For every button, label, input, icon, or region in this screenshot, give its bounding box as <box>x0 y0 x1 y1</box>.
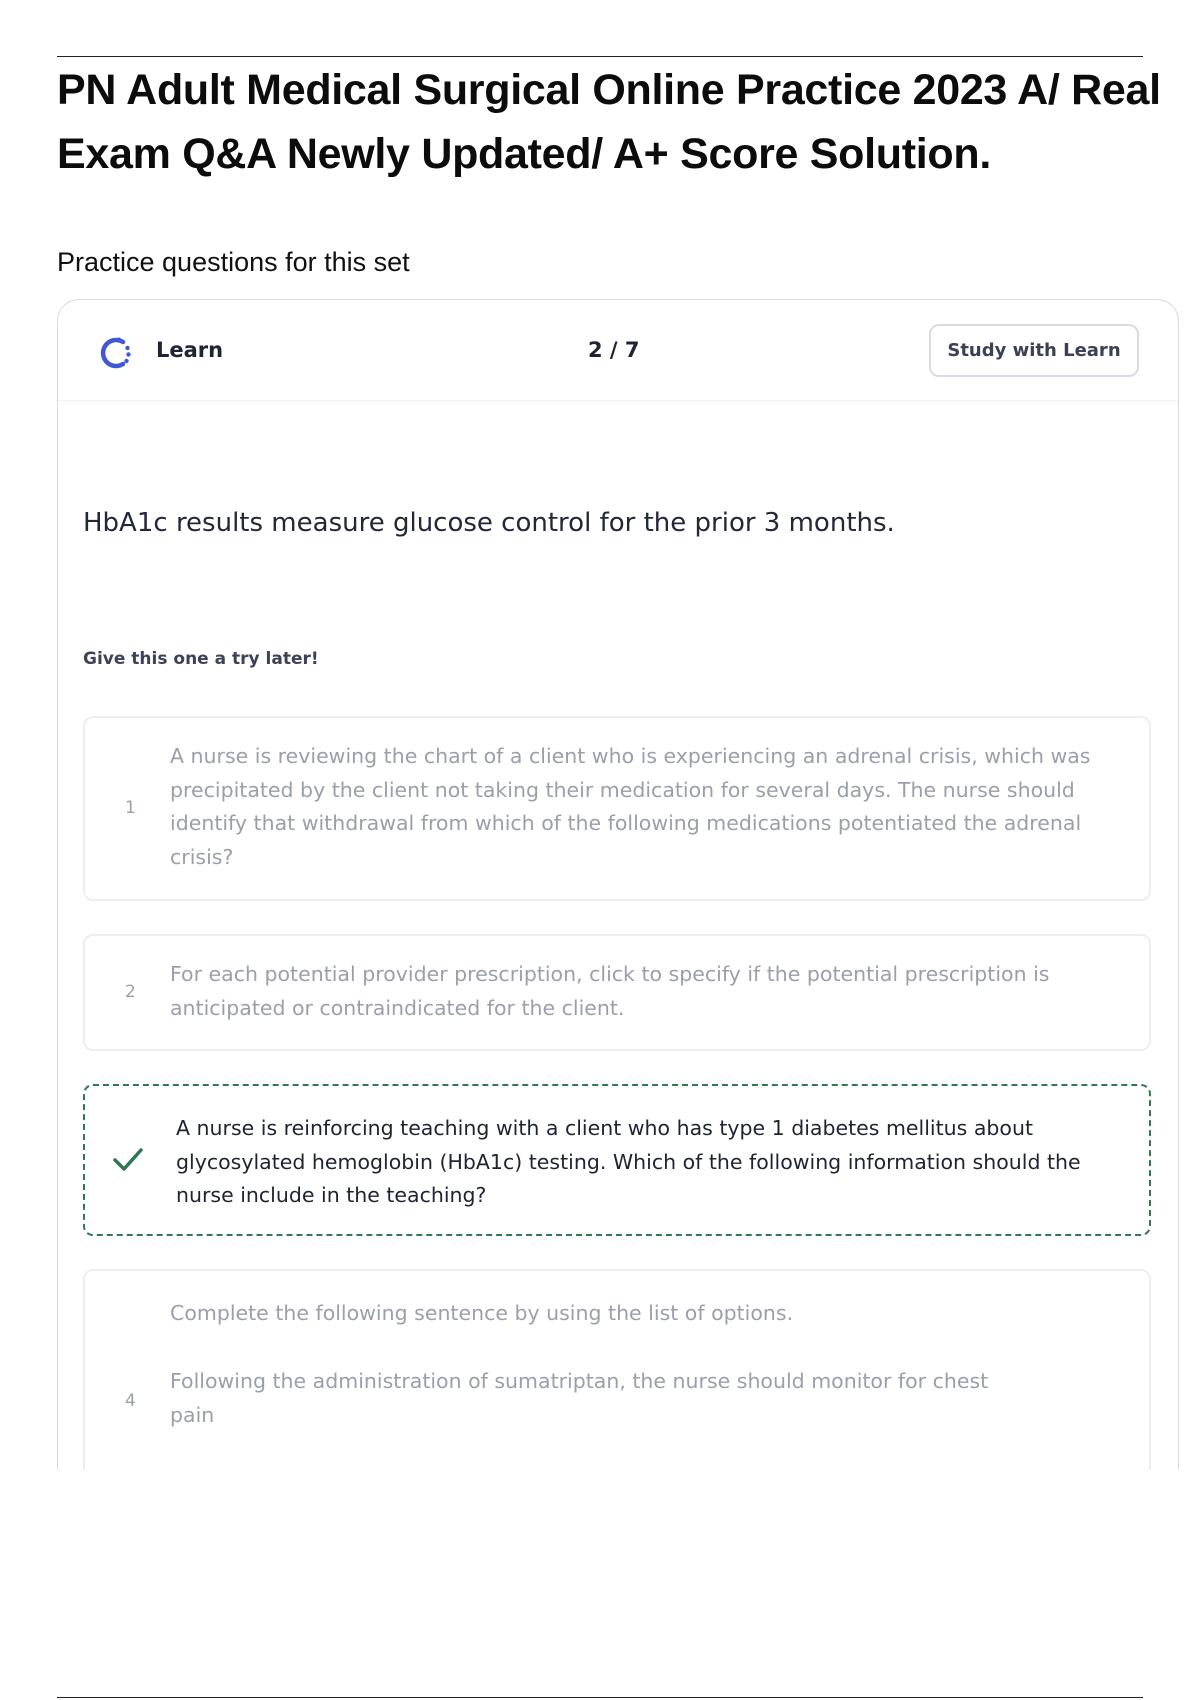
learn-label: Learn <box>156 338 224 362</box>
answer-option-3-correct[interactable] <box>83 1084 1151 1236</box>
document-title: PN Adult Medical Surgical Online Practice 2023 A/ Real Exam Q&A Newly Updated/ A+ Score Solution. <box>57 66 1161 178</box>
option-number: 4 <box>125 1391 136 1411</box>
study-with-learn-button[interactable]: Study with Learn <box>929 324 1139 377</box>
document-subtitle: Practice questions for this set <box>57 247 410 277</box>
bottom-rule <box>57 1697 1143 1698</box>
option-text: A nurse is reviewing the chart of a client who is experiencing an adrenal crisis, which was precipitated by the client not taking their medication for several days. The nurse should identify that withdrawal from which of the following medications potentiated the adrenal crisis? <box>170 744 1091 869</box>
answer-option-1[interactable] <box>83 716 1151 901</box>
option-text: For each potential provider prescription, click to specify if the potential prescription is anticipated or contraindicated for the client. <box>170 962 1050 1020</box>
term-text: HbA1c results measure glucose control for the prior 3 months. <box>83 508 895 538</box>
check-icon <box>111 1142 145 1176</box>
answer-option-2[interactable] <box>83 934 1151 1051</box>
option-number: 2 <box>125 982 136 1002</box>
option-text-secondary: Following the administration of sumatriptan, the nurse should monitor for chest pain <box>170 1369 989 1427</box>
answer-option-4[interactable] <box>83 1269 1151 1470</box>
option-text: A nurse is reinforcing teaching with a client who has type 1 diabetes mellitus about glycosylated hemoglobin (HbA1c) testing. Which of the following information should the nurse include in the teaching? <box>176 1116 1081 1207</box>
option-number: 1 <box>125 798 136 818</box>
learn-card <box>57 299 1179 1470</box>
hint-text: Give this one a try later! <box>83 649 319 669</box>
learn-progress-icon <box>96 334 134 372</box>
card-header <box>58 300 1178 401</box>
option-text: Complete the following sentence by using the list of options. <box>170 1301 794 1325</box>
progress-counter: 2 / 7 <box>588 338 640 362</box>
top-rule <box>57 56 1143 57</box>
